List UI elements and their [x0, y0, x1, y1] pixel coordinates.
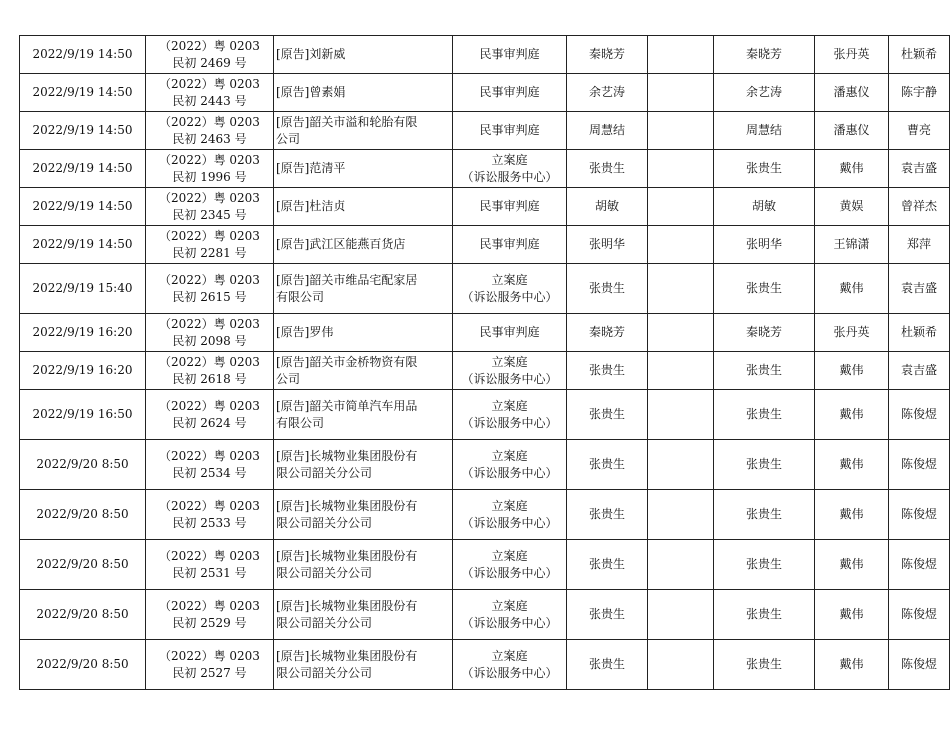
case-number-cell-line: （2022）粤 0203 — [159, 448, 260, 463]
hearing-schedule-table — [19, 35, 950, 690]
case-number-cell-line: （2022）粤 0203 — [159, 38, 260, 53]
court-room-cell — [453, 150, 567, 188]
case-number-cell-line: 民初 2529 号 — [172, 615, 247, 630]
case-number-cell — [146, 640, 274, 690]
court-room-cell — [453, 390, 567, 440]
hearing-time-cell: 2022/9/19 16:50 — [20, 390, 146, 440]
clerk-cell: 戴伟 — [815, 590, 889, 640]
party-cell-line: [原告]刘新威 — [276, 47, 346, 61]
case-number-cell-line: （2022）粤 0203 — [159, 272, 260, 287]
court-room-cell-line: 立案庭 — [491, 354, 528, 369]
recorder-cell: 杜颖希 — [889, 36, 950, 74]
party-cell-line: [原告]长城物业集团股份有 — [276, 548, 418, 563]
table-row — [20, 490, 950, 540]
case-number-cell-line: （2022）粤 0203 — [159, 228, 260, 243]
court-room-cell — [453, 264, 567, 314]
court-room-cell-line: （诉讼服务中心） — [461, 465, 558, 480]
table-row — [20, 440, 950, 490]
party-cell-line: [原告]罗伟 — [276, 325, 334, 339]
table-row — [20, 590, 950, 640]
judge-cell: 张贵生 — [714, 390, 815, 440]
presiding-judge-cell: 余艺涛 — [567, 74, 648, 112]
party-cell-line: [原告]韶关市简单汽车用品 — [276, 398, 418, 413]
case-number-cell-line: （2022）粤 0203 — [159, 548, 260, 563]
table-row — [20, 390, 950, 440]
table-row — [20, 150, 950, 188]
case-number-cell-line: 民初 2624 号 — [172, 415, 247, 430]
court-room-cell-line: 立案庭 — [491, 648, 528, 663]
case-number-cell — [146, 74, 274, 112]
case-number-cell-line: 民初 2531 号 — [172, 565, 247, 580]
recorder-cell: 杜颖希 — [889, 314, 950, 352]
hearing-time-cell: 2022/9/19 14:50 — [20, 188, 146, 226]
presiding-judge-cell: 张贵生 — [567, 540, 648, 590]
case-number-cell — [146, 188, 274, 226]
party-cell-line: [原告]长城物业集团股份有 — [276, 648, 418, 663]
court-room-cell-line: 民事审判庭 — [479, 325, 540, 339]
party-cell — [274, 352, 453, 390]
empty-cell — [648, 74, 714, 112]
clerk-cell: 潘惠仪 — [815, 74, 889, 112]
party-cell — [274, 150, 453, 188]
party-cell — [274, 490, 453, 540]
hearing-time-cell: 2022/9/20 8:50 — [20, 640, 146, 690]
judge-cell: 张贵生 — [714, 490, 815, 540]
party-cell-line: 限公司韶关分公司 — [276, 665, 373, 680]
party-cell-line: 限公司韶关分公司 — [276, 615, 373, 630]
judge-cell: 张贵生 — [714, 352, 815, 390]
case-number-cell-line: 民初 2469 号 — [172, 55, 247, 70]
recorder-cell: 陈俊煜 — [889, 390, 950, 440]
presiding-judge-cell: 张贵生 — [567, 390, 648, 440]
party-cell-line: 公司 — [276, 131, 301, 146]
party-cell — [274, 314, 453, 352]
clerk-cell: 张丹英 — [815, 314, 889, 352]
clerk-cell: 戴伟 — [815, 640, 889, 690]
recorder-cell: 陈俊煜 — [889, 440, 950, 490]
party-cell-line: [原告]韶关市维品宅配家居 — [276, 272, 418, 287]
presiding-judge-cell: 秦晓芳 — [567, 36, 648, 74]
table-row — [20, 188, 950, 226]
judge-cell: 张明华 — [714, 226, 815, 264]
court-room-cell-line: （诉讼服务中心） — [461, 415, 558, 430]
hearing-time-cell: 2022/9/20 8:50 — [20, 490, 146, 540]
clerk-cell: 戴伟 — [815, 150, 889, 188]
empty-cell — [648, 112, 714, 150]
table-row — [20, 112, 950, 150]
party-cell — [274, 74, 453, 112]
hearing-time-cell: 2022/9/19 16:20 — [20, 352, 146, 390]
party-cell-line: 限公司韶关分公司 — [276, 515, 373, 530]
case-number-cell-line: 民初 2463 号 — [172, 131, 247, 146]
presiding-judge-cell: 张贵生 — [567, 264, 648, 314]
court-room-cell-line: 立案庭 — [491, 448, 528, 463]
party-cell-line: [原告]长城物业集团股份有 — [276, 598, 418, 613]
court-room-cell-line: （诉讼服务中心） — [461, 665, 558, 680]
judge-cell: 胡敏 — [714, 188, 815, 226]
judge-cell: 张贵生 — [714, 590, 815, 640]
court-room-cell — [453, 490, 567, 540]
party-cell — [274, 390, 453, 440]
case-number-cell-line: 民初 2098 号 — [172, 333, 247, 348]
party-cell-line: [原告]韶关市溢和轮胎有限 — [276, 114, 418, 129]
empty-cell — [648, 440, 714, 490]
presiding-judge-cell: 张贵生 — [567, 640, 648, 690]
case-number-cell — [146, 490, 274, 540]
case-number-cell-line: （2022）粤 0203 — [159, 598, 260, 613]
judge-cell: 余艺涛 — [714, 74, 815, 112]
court-room-cell — [453, 226, 567, 264]
judge-cell: 张贵生 — [714, 540, 815, 590]
case-number-cell-line: 民初 2281 号 — [172, 245, 247, 260]
empty-cell — [648, 540, 714, 590]
case-number-cell — [146, 150, 274, 188]
court-room-cell — [453, 352, 567, 390]
clerk-cell: 王锦潇 — [815, 226, 889, 264]
case-number-cell-line: （2022）粤 0203 — [159, 398, 260, 413]
judge-cell: 周慧结 — [714, 112, 815, 150]
empty-cell — [648, 490, 714, 540]
party-cell-line: [原告]曾素娟 — [276, 85, 346, 99]
case-number-cell-line: （2022）粤 0203 — [159, 76, 260, 91]
table-row — [20, 540, 950, 590]
court-room-cell-line: （诉讼服务中心） — [461, 169, 558, 184]
party-cell — [274, 440, 453, 490]
table-row — [20, 74, 950, 112]
court-room-cell — [453, 112, 567, 150]
party-cell — [274, 188, 453, 226]
empty-cell — [648, 188, 714, 226]
case-number-cell — [146, 226, 274, 264]
table-row — [20, 36, 950, 74]
case-number-cell — [146, 590, 274, 640]
judge-cell: 张贵生 — [714, 640, 815, 690]
clerk-cell: 戴伟 — [815, 440, 889, 490]
clerk-cell: 戴伟 — [815, 540, 889, 590]
court-room-cell-line: 民事审判庭 — [479, 199, 540, 213]
court-room-cell-line: （诉讼服务中心） — [461, 515, 558, 530]
court-room-cell — [453, 188, 567, 226]
hearing-time-cell: 2022/9/19 14:50 — [20, 74, 146, 112]
recorder-cell: 袁吉盛 — [889, 264, 950, 314]
case-number-cell-line: （2022）粤 0203 — [159, 498, 260, 513]
party-cell-line: [原告]长城物业集团股份有 — [276, 448, 418, 463]
case-number-cell-line: 民初 2345 号 — [172, 207, 247, 222]
case-number-cell-line: （2022）粤 0203 — [159, 354, 260, 369]
party-cell-line: 限公司韶关分公司 — [276, 565, 373, 580]
party-cell-line: [原告]韶关市金桥物资有限 — [276, 354, 418, 369]
presiding-judge-cell: 张贵生 — [567, 590, 648, 640]
court-room-cell — [453, 36, 567, 74]
court-room-cell-line: （诉讼服务中心） — [461, 371, 558, 386]
clerk-cell: 戴伟 — [815, 390, 889, 440]
presiding-judge-cell: 胡敏 — [567, 188, 648, 226]
case-number-cell-line: 民初 2527 号 — [172, 665, 247, 680]
case-number-cell-line: 民初 2618 号 — [172, 371, 247, 386]
empty-cell — [648, 640, 714, 690]
party-cell-line: 限公司韶关分公司 — [276, 465, 373, 480]
clerk-cell: 戴伟 — [815, 490, 889, 540]
recorder-cell: 陈俊煜 — [889, 640, 950, 690]
court-room-cell-line: 民事审判庭 — [479, 47, 540, 61]
empty-cell — [648, 390, 714, 440]
hearing-time-cell: 2022/9/19 16:20 — [20, 314, 146, 352]
party-cell — [274, 36, 453, 74]
empty-cell — [648, 314, 714, 352]
schedule-body — [20, 36, 950, 690]
case-number-cell-line: （2022）粤 0203 — [159, 114, 260, 129]
clerk-cell: 黄娱 — [815, 188, 889, 226]
judge-cell: 秦晓芳 — [714, 314, 815, 352]
court-room-cell-line: 民事审判庭 — [479, 237, 540, 251]
recorder-cell: 袁吉盛 — [889, 352, 950, 390]
party-cell — [274, 112, 453, 150]
court-room-cell — [453, 540, 567, 590]
court-room-cell-line: 民事审判庭 — [479, 85, 540, 99]
case-number-cell-line: 民初 2443 号 — [172, 93, 247, 108]
judge-cell: 张贵生 — [714, 440, 815, 490]
table-row — [20, 264, 950, 314]
presiding-judge-cell: 张贵生 — [567, 490, 648, 540]
empty-cell — [648, 36, 714, 74]
case-number-cell — [146, 264, 274, 314]
case-number-cell-line: （2022）粤 0203 — [159, 190, 260, 205]
party-cell — [274, 640, 453, 690]
recorder-cell: 陈宇静 — [889, 74, 950, 112]
party-cell — [274, 226, 453, 264]
case-number-cell — [146, 440, 274, 490]
court-room-cell-line: 立案庭 — [491, 398, 528, 413]
case-number-cell-line: 民初 2534 号 — [172, 465, 247, 480]
recorder-cell: 郑萍 — [889, 226, 950, 264]
court-room-cell — [453, 440, 567, 490]
party-cell-line: [原告]武江区能燕百货店 — [276, 237, 406, 251]
recorder-cell: 袁吉盛 — [889, 150, 950, 188]
party-cell — [274, 590, 453, 640]
party-cell-line: 公司 — [276, 371, 301, 386]
table-row — [20, 226, 950, 264]
case-number-cell — [146, 390, 274, 440]
recorder-cell: 陈俊煜 — [889, 540, 950, 590]
court-room-cell — [453, 640, 567, 690]
recorder-cell: 曹亮 — [889, 112, 950, 150]
presiding-judge-cell: 周慧结 — [567, 112, 648, 150]
court-room-cell-line: 民事审判庭 — [479, 123, 540, 137]
hearing-time-cell: 2022/9/20 8:50 — [20, 440, 146, 490]
case-number-cell — [146, 540, 274, 590]
empty-cell — [648, 226, 714, 264]
recorder-cell: 曾祥杰 — [889, 188, 950, 226]
judge-cell: 张贵生 — [714, 150, 815, 188]
court-room-cell-line: 立案庭 — [491, 272, 528, 287]
party-cell — [274, 264, 453, 314]
empty-cell — [648, 264, 714, 314]
party-cell — [274, 540, 453, 590]
case-number-cell-line: 民初 2533 号 — [172, 515, 247, 530]
presiding-judge-cell: 张明华 — [567, 226, 648, 264]
table-row — [20, 352, 950, 390]
case-number-cell-line: 民初 2615 号 — [172, 289, 247, 304]
case-number-cell — [146, 112, 274, 150]
case-number-cell-line: （2022）粤 0203 — [159, 316, 260, 331]
case-number-cell — [146, 36, 274, 74]
empty-cell — [648, 352, 714, 390]
clerk-cell: 张丹英 — [815, 36, 889, 74]
court-room-cell-line: （诉讼服务中心） — [461, 565, 558, 580]
hearing-time-cell: 2022/9/19 14:50 — [20, 112, 146, 150]
recorder-cell: 陈俊煜 — [889, 590, 950, 640]
case-number-cell — [146, 352, 274, 390]
party-cell-line: 有限公司 — [276, 289, 325, 304]
case-number-cell-line: 民初 1996 号 — [172, 169, 247, 184]
judge-cell: 张贵生 — [714, 264, 815, 314]
recorder-cell: 陈俊煜 — [889, 490, 950, 540]
case-number-cell-line: （2022）粤 0203 — [159, 648, 260, 663]
hearing-time-cell: 2022/9/19 14:50 — [20, 226, 146, 264]
court-room-cell-line: （诉讼服务中心） — [461, 615, 558, 630]
court-room-cell — [453, 74, 567, 112]
clerk-cell: 潘惠仪 — [815, 112, 889, 150]
empty-cell — [648, 590, 714, 640]
judge-cell: 秦晓芳 — [714, 36, 815, 74]
court-room-cell-line: 立案庭 — [491, 498, 528, 513]
court-room-cell-line: 立案庭 — [491, 598, 528, 613]
hearing-time-cell: 2022/9/19 14:50 — [20, 36, 146, 74]
court-room-cell-line: 立案庭 — [491, 152, 528, 167]
court-room-cell — [453, 314, 567, 352]
hearing-time-cell: 2022/9/19 15:40 — [20, 264, 146, 314]
court-room-cell-line: （诉讼服务中心） — [461, 289, 558, 304]
party-cell-line: [原告]杜洁贞 — [276, 199, 346, 213]
hearing-time-cell: 2022/9/20 8:50 — [20, 540, 146, 590]
hearing-time-cell: 2022/9/19 14:50 — [20, 150, 146, 188]
hearing-time-cell: 2022/9/20 8:50 — [20, 590, 146, 640]
party-cell-line: 有限公司 — [276, 415, 325, 430]
table-row — [20, 640, 950, 690]
presiding-judge-cell: 张贵生 — [567, 150, 648, 188]
case-number-cell — [146, 314, 274, 352]
court-room-cell — [453, 590, 567, 640]
presiding-judge-cell: 张贵生 — [567, 352, 648, 390]
case-number-cell-line: （2022）粤 0203 — [159, 152, 260, 167]
party-cell-line: [原告]长城物业集团股份有 — [276, 498, 418, 513]
court-room-cell-line: 立案庭 — [491, 548, 528, 563]
presiding-judge-cell: 秦晓芳 — [567, 314, 648, 352]
table-row — [20, 314, 950, 352]
clerk-cell: 戴伟 — [815, 264, 889, 314]
party-cell-line: [原告]范清平 — [276, 161, 346, 175]
clerk-cell: 戴伟 — [815, 352, 889, 390]
presiding-judge-cell: 张贵生 — [567, 440, 648, 490]
empty-cell — [648, 150, 714, 188]
